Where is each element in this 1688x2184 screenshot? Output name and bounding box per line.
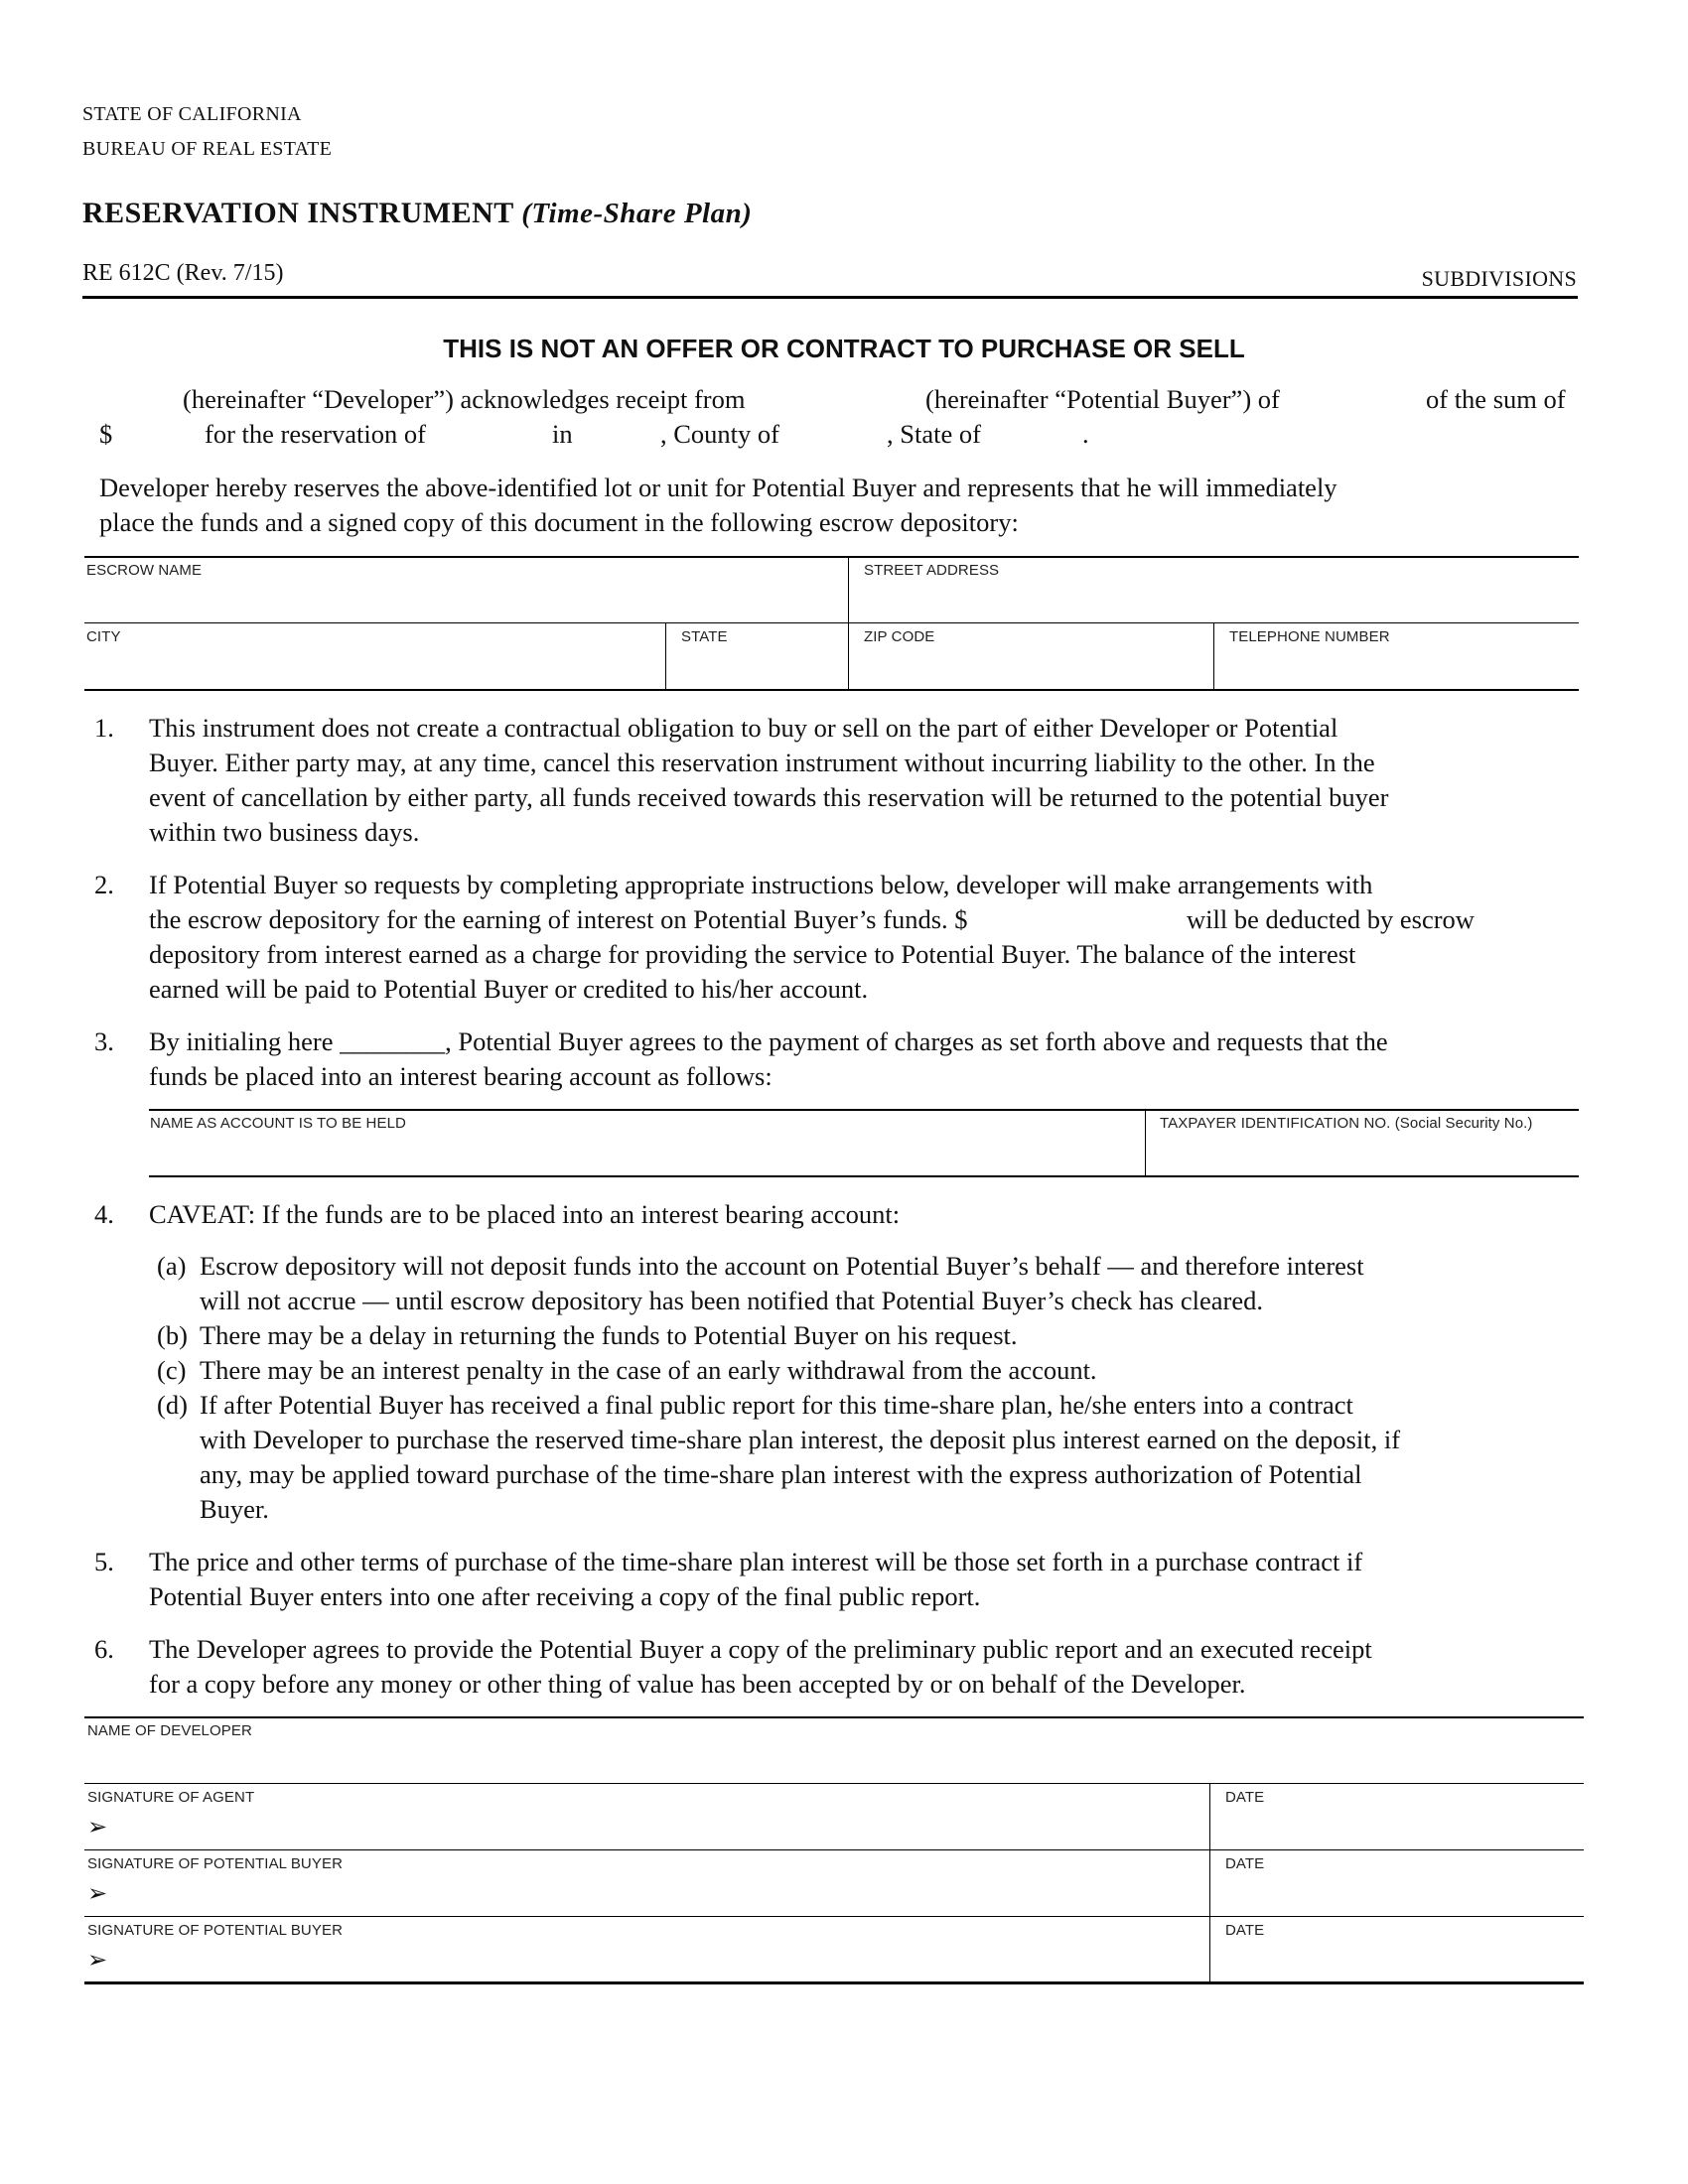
bureau-line (82, 138, 332, 161)
caveat-d-line: Buyer. (200, 1494, 269, 1524)
buyer-signature-field-1[interactable]: SIGNATURE OF POTENTIAL BUYER (87, 1855, 344, 1872)
sign-here-arrow-icon: ➢ (87, 1948, 108, 1974)
reserve-line-1: Developer hereby reserves the above-identified lot or unit for Potential Buyer and represents that he will immediately (99, 473, 1337, 502)
item-1-line: This instrument does not create a contractual obligation to buy or sell on the part of either Developer or Potential (149, 713, 1338, 743)
intro-text-1c: of the sum of (1426, 384, 1566, 414)
caveat-d-line: If after Potential Buyer has received a final public report for this time-share plan, he/she enters into a contract (200, 1390, 1353, 1420)
item-4-number: 4. (94, 1199, 114, 1229)
state-field[interactable]: STATE (681, 628, 728, 645)
intro-text-2a: for the reservation of (205, 419, 426, 449)
escrow-top-rule (84, 556, 1579, 558)
caveat-b-text: There may be a delay in returning the funds to Potential Buyer on his request. (200, 1320, 1018, 1350)
form-number: RE 612C (Rev. 7/15) (82, 260, 284, 286)
street-address-field[interactable]: STREET ADDRESS (864, 562, 1000, 579)
item-2-line-part-a: the escrow depository for the earning of interest on Potential Buyer’s funds. $ (149, 904, 968, 934)
caveat-d-text (200, 1388, 1595, 1527)
escrow-vrule-2 (665, 623, 666, 690)
intro-text-2e: . (1082, 419, 1089, 449)
buyer-date-field-2[interactable]: DATE (1225, 1922, 1265, 1939)
item-3-text (149, 1024, 1589, 1094)
taxpayer-id-field[interactable]: TAXPAYER IDENTIFICATION NO. (Social Security No.) (1160, 1115, 1533, 1132)
item-2-line: depository from interest earned as a charge for providing the service to Potential Buyer. The balance of the interest (149, 939, 1356, 969)
intro-text-2b: in (552, 419, 573, 449)
caveat-d-line: any, may be applied toward purchase of the time-share plan interest with the express authorization of Potential (200, 1459, 1362, 1489)
agent-date-field[interactable]: DATE (1225, 1789, 1265, 1806)
intro-text-2c: , County of (660, 419, 779, 449)
caveat-a-text (200, 1249, 1595, 1318)
header-divider (82, 296, 1578, 299)
reserve-line-2: place the funds and a signed copy of this document in the following escrow depository: (99, 507, 1019, 537)
account-name-field[interactable]: NAME AS ACCOUNT IS TO BE HELD (150, 1115, 406, 1132)
item-1-number: 1. (94, 713, 114, 743)
sig-vrule (1209, 1784, 1210, 1982)
caveat-a-label: (a) (157, 1251, 187, 1281)
item-2-line: If Potential Buyer so requests by completing appropriate instructions below, developer will make arrangements with (149, 870, 1373, 899)
escrow-vrule-1 (848, 557, 849, 690)
item-5-number: 5. (94, 1547, 114, 1576)
item-2-line: earned will be paid to Potential Buyer or credited to his/her account. (149, 974, 869, 1004)
caveat-c-text: There may be an interest penalty in the case of an early withdrawal from the account. (200, 1355, 1097, 1385)
sign-here-arrow-icon: ➢ (87, 1815, 108, 1841)
escrow-vrule-3 (1213, 623, 1214, 690)
item-6-line: for a copy before any money or other thing of value has been accepted by or on behalf of the Developer. (149, 1669, 1246, 1699)
item-2-line (149, 902, 1589, 937)
account-top-rule (149, 1109, 1579, 1111)
sig-rule-2 (84, 1783, 1584, 1784)
form-category: SUBDIVISIONS (1421, 266, 1577, 291)
telephone-field[interactable]: TELEPHONE NUMBER (1229, 628, 1390, 645)
form-title-suffix: (Time-Share Plan) (521, 198, 753, 229)
item-1-line: Buyer. Either party may, at any time, cancel this reservation instrument without incurring liability to the other. In the (149, 748, 1375, 777)
escrow-bottom-rule (84, 689, 1579, 691)
buyer-signature-field-2[interactable]: SIGNATURE OF POTENTIAL BUYER (87, 1922, 344, 1939)
item-1-line: within two business days. (149, 817, 420, 847)
item-3-number: 3. (94, 1026, 114, 1056)
item-2-line-part-b: will be deducted by escrow (1187, 904, 1475, 934)
item-5-text (149, 1545, 1589, 1614)
caveat-b-label: (b) (157, 1320, 188, 1350)
sig-rule-4 (84, 1916, 1584, 1917)
sig-rule-1 (84, 1716, 1584, 1718)
sig-rule-bottom (84, 1981, 1584, 1984)
sig-rule-3 (84, 1849, 1584, 1850)
item-3-line: By initialing here ________, Potential Buyer agrees to the payment of charges as set forth above and requests that the (149, 1026, 1388, 1056)
item-2-text (149, 868, 1589, 1007)
item-5-line: The price and other terms of purchase of the time-share plan interest will be those set forth in a purchase contract if (149, 1547, 1363, 1576)
city-field[interactable]: CITY (86, 628, 121, 645)
state-line (82, 103, 302, 126)
account-bottom-rule (149, 1175, 1579, 1177)
item-5-line: Potential Buyer enters into one after receiving a copy of the final public report. (149, 1581, 981, 1611)
item-3-line: funds be placed into an interest bearing account as follows: (149, 1061, 773, 1091)
item-6-number: 6. (94, 1634, 114, 1664)
sign-here-arrow-icon: ➢ (87, 1881, 108, 1907)
agent-signature-field[interactable]: SIGNATURE OF AGENT (87, 1789, 255, 1806)
caveat-d-line: with Developer to purchase the reserved time-share plan interest, the deposit plus interest earned on the deposit, if (200, 1425, 1401, 1454)
buyer-date-field-1[interactable]: DATE (1225, 1855, 1265, 1872)
item-6-text (149, 1632, 1589, 1702)
intro-dollar: $ (99, 419, 113, 449)
intro-text-1a: (hereinafter “Developer”) acknowledges receipt from (183, 384, 746, 414)
item-6-line: The Developer agrees to provide the Potential Buyer a copy of the preliminary public report and an executed receipt (149, 1634, 1372, 1664)
item-1-text (149, 711, 1589, 850)
state-line-text: STATE OF CALIFORNIA (82, 103, 302, 125)
developer-name-field[interactable]: NAME OF DEVELOPER (87, 1722, 252, 1739)
escrow-mid-rule (84, 622, 1579, 623)
caveat-a-line: Escrow depository will not deposit funds into the account on Potential Buyer’s behalf — and therefore interest (200, 1251, 1364, 1281)
account-vrule (1145, 1110, 1146, 1176)
bureau-line-text: BUREAU OF REAL ESTATE (82, 138, 333, 160)
item-4-text: CAVEAT: If the funds are to be placed into an interest bearing account: (149, 1199, 901, 1229)
intro-text-2d: , State of (887, 419, 981, 449)
form-title (82, 197, 752, 230)
form-title-text: RESERVATION INSTRUMENT (82, 197, 514, 229)
intro-text-1b: (hereinafter “Potential Buyer”) of (925, 384, 1280, 414)
escrow-name-field[interactable]: ESCROW NAME (86, 562, 203, 579)
caveat-a-line: will not accrue — until escrow depository has been notified that Potential Buyer’s check has cleared. (200, 1286, 1263, 1315)
item-2-number: 2. (94, 870, 114, 899)
item-1-line: event of cancellation by either party, all funds received towards this reservation will be returned to the potential buyer (149, 782, 1389, 812)
caveat-c-label: (c) (157, 1355, 187, 1385)
notice-heading: THIS IS NOT AN OFFER OR CONTRACT TO PURCHASE OR SELL (443, 334, 1245, 363)
zip-code-field[interactable]: ZIP CODE (864, 628, 935, 645)
caveat-d-label: (d) (157, 1390, 188, 1420)
